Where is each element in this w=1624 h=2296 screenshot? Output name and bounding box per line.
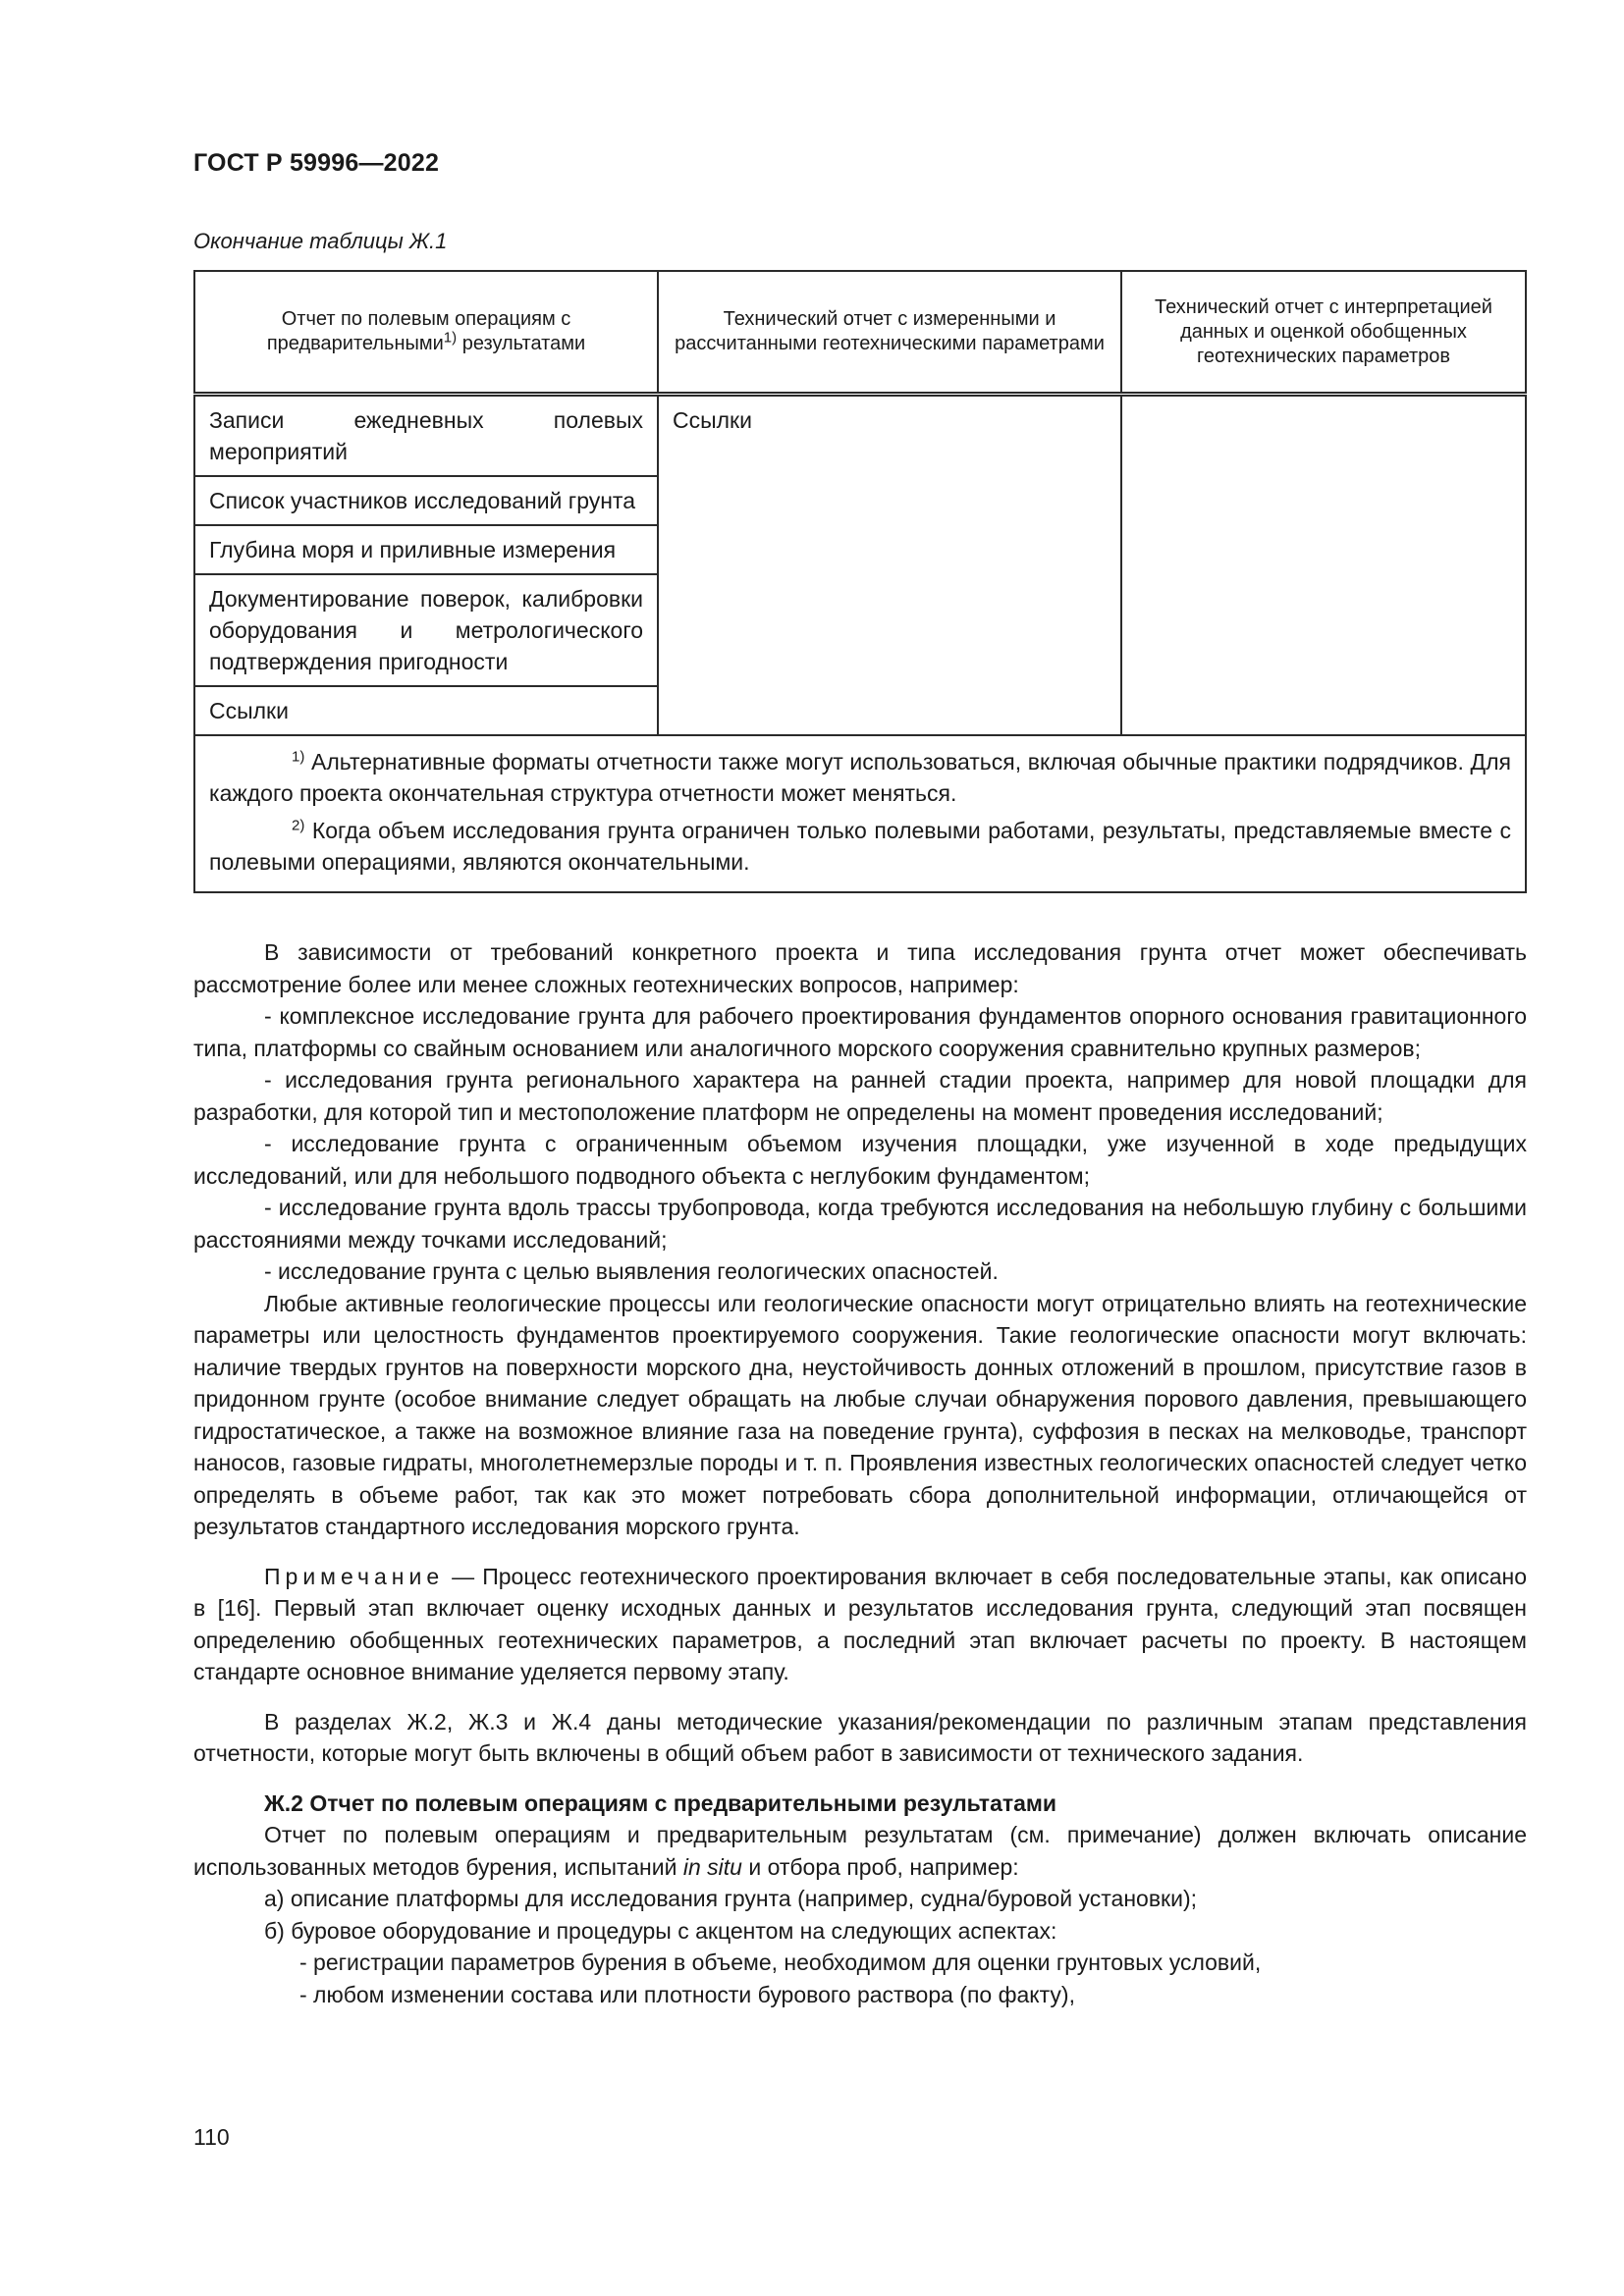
paragraph-intro: В зависимости от требований конкретного проекта и типа исследования грунта отчет может обеспечивать рассмотрение более или менее сложных геотехнических вопросов, например:: [193, 939, 1527, 997]
table-cell-references: Ссылки: [658, 395, 1121, 736]
list-item: - комплексное исследование грунта для рабочего проектирования фундаментов опорного основания гравитационного типа, платформы со свайным основанием или аналогичного морского сооружения сравнительно крупных размеров;: [193, 1003, 1527, 1061]
footnote-ref-1: 1): [443, 329, 458, 347]
footnote-1: $^{1)}$ Альтернативные форматы отчетности также могут использоваться, включая обычные практики подрядчиков. Для каждого проекта окончательная структура отчетности может меняться.: [209, 748, 1511, 806]
reporting-table: [193, 270, 1527, 893]
note-label: Примечание: [264, 1563, 445, 1589]
footnote-2: $^{2)}$ Когда объем исследования грунта ограничен только полевыми работами, результаты, представляемые вместе с полевыми операциями, являются окончательными.: [209, 817, 1511, 875]
table-cell-empty: [1121, 395, 1526, 736]
section-heading: Ж.2 Отчет по полевым операциям с предварительными результатами: [264, 1789, 1057, 1816]
table-caption: Окончание таблицы Ж.1: [193, 229, 448, 253]
list-item: - исследование грунта с ограниченным объемом изучения площадки, уже изученной в ходе предыдущих исследований, или для небольшого подводного объекта с неглубоким фундаментом;: [193, 1131, 1527, 1189]
list-item-b: б) буровое оборудование и процедуры с акцентом на следующих аспектах:: [264, 1917, 1057, 1944]
table-cell: Записи ежедневных полевых мероприятий: [194, 395, 658, 477]
list-item: - исследование грунта вдоль трассы трубопровода, когда требуются исследования на небольшую глубину с большими расстояниями между точками исследований;: [193, 1195, 1527, 1253]
column-header-technical-report: Технический отчет с измеренными и рассчитанными геотехническими параметрами: [658, 271, 1121, 395]
table-cell: Ссылки: [194, 686, 658, 735]
table-footnotes: [194, 735, 1526, 892]
list-item: - исследования грунта регионального характера на ранней стадии проекта, например для новой площадки для разработки, для которой тип и местоположение платформ не определены на момент проведения исследований;: [193, 1067, 1527, 1125]
table-row: [194, 395, 1526, 477]
body-text: [193, 936, 1527, 2010]
table-footnotes-row: [194, 735, 1526, 892]
column-header-field-operations: Отчет по полевым операциям с предварительными$^{1)}$ результатами: [194, 271, 658, 395]
table-cell: Документирование поверок, калибровки оборудования и метрологического подтверждения пригодности: [194, 574, 658, 686]
sub-list-item: - любом изменении состава или плотности бурового раствора (по факту),: [299, 1981, 1075, 2007]
list-item: - исследование грунта с целью выявления геологических опасностей.: [264, 1258, 999, 1284]
column-header-interpretation-report: Технический отчет с интерпретацией данных и оценкой обобщенных геотехнических параметров: [1121, 271, 1526, 395]
sub-list-item: - регистрации параметров бурения в объеме, необходимом для оценки грунтовых условий,: [299, 1949, 1262, 1975]
paragraph-sections: В разделах Ж.2, Ж.3 и Ж.4 даны методические указания/рекомендации по различным этапам представления отчетности, которые могут быть включены в общий объем работ в зависимости от технического задания.: [193, 1708, 1527, 1766]
document-code: ГОСТ Р 59996—2022: [193, 149, 440, 177]
list-item-a: а) описание платформы для исследования грунта (например, судна/буровой установки);: [264, 1886, 1197, 1911]
table-cell: Глубина моря и приливные измерения: [194, 525, 658, 574]
paragraph-geohazards: Любые активные геологические процессы или геологические опасности могут отрицательно влиять на геотехнические параметры или целостность фундаментов проектируемого сооружения. Такие геологические опасности могут включать: наличие твердых грунтов на поверхности морского дна, неустойчивость донных отложений в прошлом, присутствие газов в придонном грунте (особое внимание следует обращать на любые случаи обнаружения порового давления, превышающего гидростатическое, а также на возможное влияние газа на поведение грунта), суффозия в песках на мелководье, транспорт наносов, газовые гидраты, многолетнемерзлые породы и т. п. Проявления известных геологических опасностей следует четко определять в объеме работ, так как это может потребовать сбора дополнительной информации, отличающейся от результатов стандартного исследования морского грунта.: [193, 1290, 1527, 1539]
page-number: 110: [193, 2124, 230, 2150]
table-header-row: [194, 271, 1526, 395]
note: Примечание — Процесс геотехнического проектирования включает в себя последовательные этапы, как описано в [16]. Первый этап включает оценку исходных данных и результатов исследования грунта, следующий этап посвящен определению обобщенных геотехнических параметров, а последний этап включает расчеты по проекту. В настоящем стандарте основное внимание уделяется первому этапу.: [193, 1563, 1527, 1684]
paragraph-field-report: Отчет по полевым операциям и предварительным результатам (см. примечание) должен включать описание использованных методов бурения, испытаний in situ и отбора проб, например:: [193, 1822, 1527, 1880]
table-cell: Список участников исследований грунта: [194, 476, 658, 525]
